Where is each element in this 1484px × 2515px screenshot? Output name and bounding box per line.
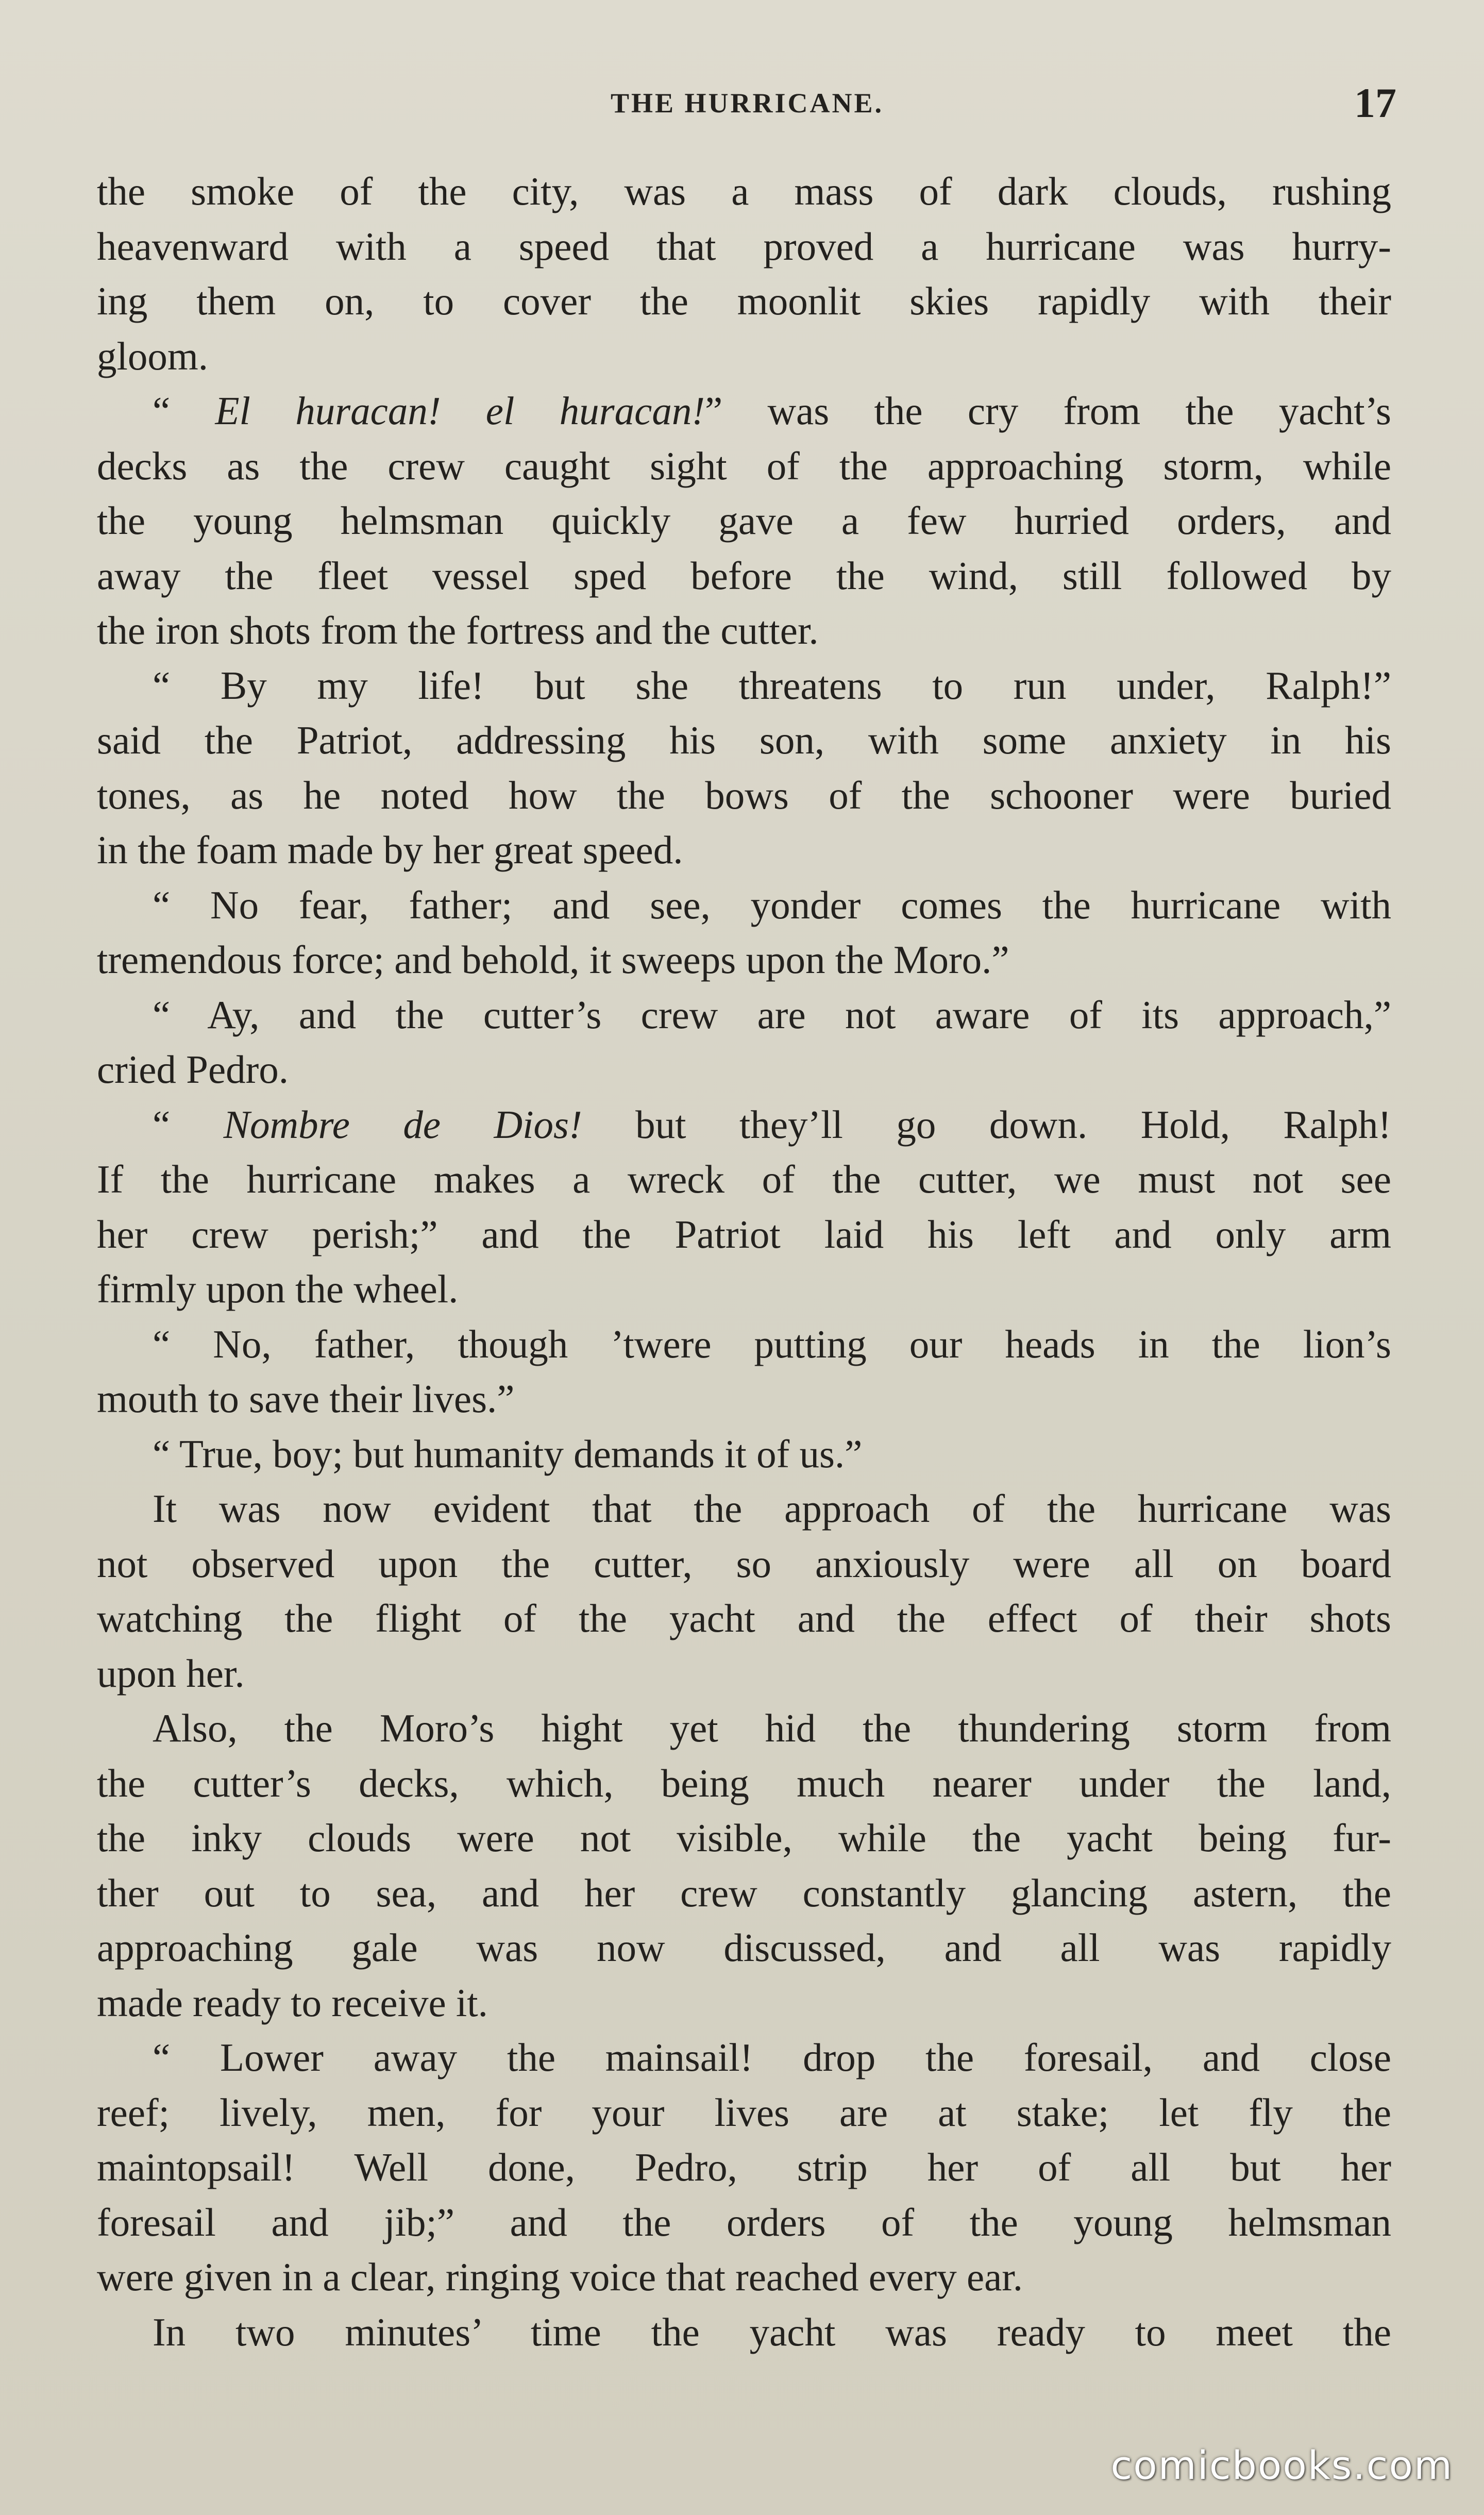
text-line: “ By my life! but she threatens to run under, Ralph!” (153, 663, 1391, 708)
text-line: the cutter’s decks, which, being much nearer under the land, (97, 1760, 1391, 1805)
running-head (98, 72, 1396, 134)
text-line: tones, as he noted how the bows of the schooner were buried (97, 773, 1391, 817)
text-line: It was now evident that the approach of the hurricane was (153, 1486, 1391, 1531)
text-line: cried Pedro. (97, 1047, 289, 1092)
text-line: made ready to receive it. (97, 1980, 488, 2025)
text-line: “ Nombre de Dios! but they’ll go down. Hold, Ralph! (153, 1102, 1391, 1147)
running-title: THE HURRICANE. (610, 88, 884, 119)
text-line: the young helmsman quickly gave a few hurried orders, and (97, 498, 1391, 543)
text-line: “ El huracan! el huracan!” was the cry from the yacht’s (153, 389, 1391, 433)
text-line: gloom. (97, 333, 209, 378)
text-line: the inky clouds were not visible, while the yacht being fur- (97, 1816, 1391, 1860)
text-line: away the fleet vessel sped before the wind, still followed by (97, 553, 1391, 598)
watermark: comicbooks.com (1110, 2442, 1453, 2488)
text-line: Also, the Moro’s hight yet hid the thundering storm from (153, 1706, 1391, 1750)
text-line: said the Patriot, addressing his son, with some anxiety in his (97, 718, 1391, 762)
text-line: foresail and jib;” and the orders of the young helmsman (97, 2200, 1391, 2244)
text-line: In two minutes’ time the yacht was ready to meet the (153, 2309, 1391, 2354)
text-line: heavenward with a speed that proved a hurricane was hurry- (97, 224, 1391, 269)
text-line: the iron shots from the fortress and the cutter. (97, 608, 819, 652)
text-line: decks as the crew caught sight of the approaching storm, while (97, 443, 1391, 488)
text-line: tremendous force; and behold, it sweeps upon the Moro.” (97, 937, 1009, 982)
text-line: “ True, boy; but humanity demands it of us.” (153, 1431, 863, 1476)
text-line: not observed upon the cutter, so anxiously were all on board (97, 1541, 1391, 1586)
text-line: ther out to sea, and her crew constantly glancing astern, the (97, 1870, 1391, 1915)
text-line: “ Lower away the mainsail! drop the foresail, and close (153, 2035, 1391, 2080)
text-line: approaching gale was now discussed, and all was rapidly (97, 1925, 1391, 1970)
text-line: mouth to save their lives.” (97, 1377, 515, 1421)
body-text (97, 164, 1391, 2359)
text-line: reef; lively, men, for your lives are at stake; let fly the (97, 2090, 1391, 2135)
text-line: her crew perish;” and the Patriot laid his left and only arm (97, 1212, 1391, 1256)
text-line: “ No fear, father; and see, yonder comes the hurricane with (153, 882, 1391, 927)
text-line: If the hurricane makes a wreck of the cutter, we must not see (97, 1157, 1391, 1201)
text-line: the smoke of the city, was a mass of dark clouds, rushing (97, 169, 1391, 213)
text-line: “ Ay, and the cutter’s crew are not aware of its approach,” (153, 992, 1391, 1037)
text-line: were given in a clear, ringing voice that reached every ear. (97, 2255, 1023, 2299)
text-line: “ No, father, though ’twere putting our heads in the lion’s (153, 1321, 1391, 1366)
text-line: firmly upon the wheel. (97, 1267, 459, 1311)
page-number: 17 (1354, 79, 1396, 126)
text-line: ing them on, to cover the moonlit skies rapidly with their (97, 279, 1391, 323)
text-line: maintopsail! Well done, Pedro, strip her of all but her (97, 2145, 1391, 2189)
text-line: upon her. (97, 1651, 245, 1696)
text-line: watching the flight of the yacht and the effect of their shots (97, 1596, 1391, 1640)
text-line: in the foam made by her great speed. (97, 828, 683, 872)
